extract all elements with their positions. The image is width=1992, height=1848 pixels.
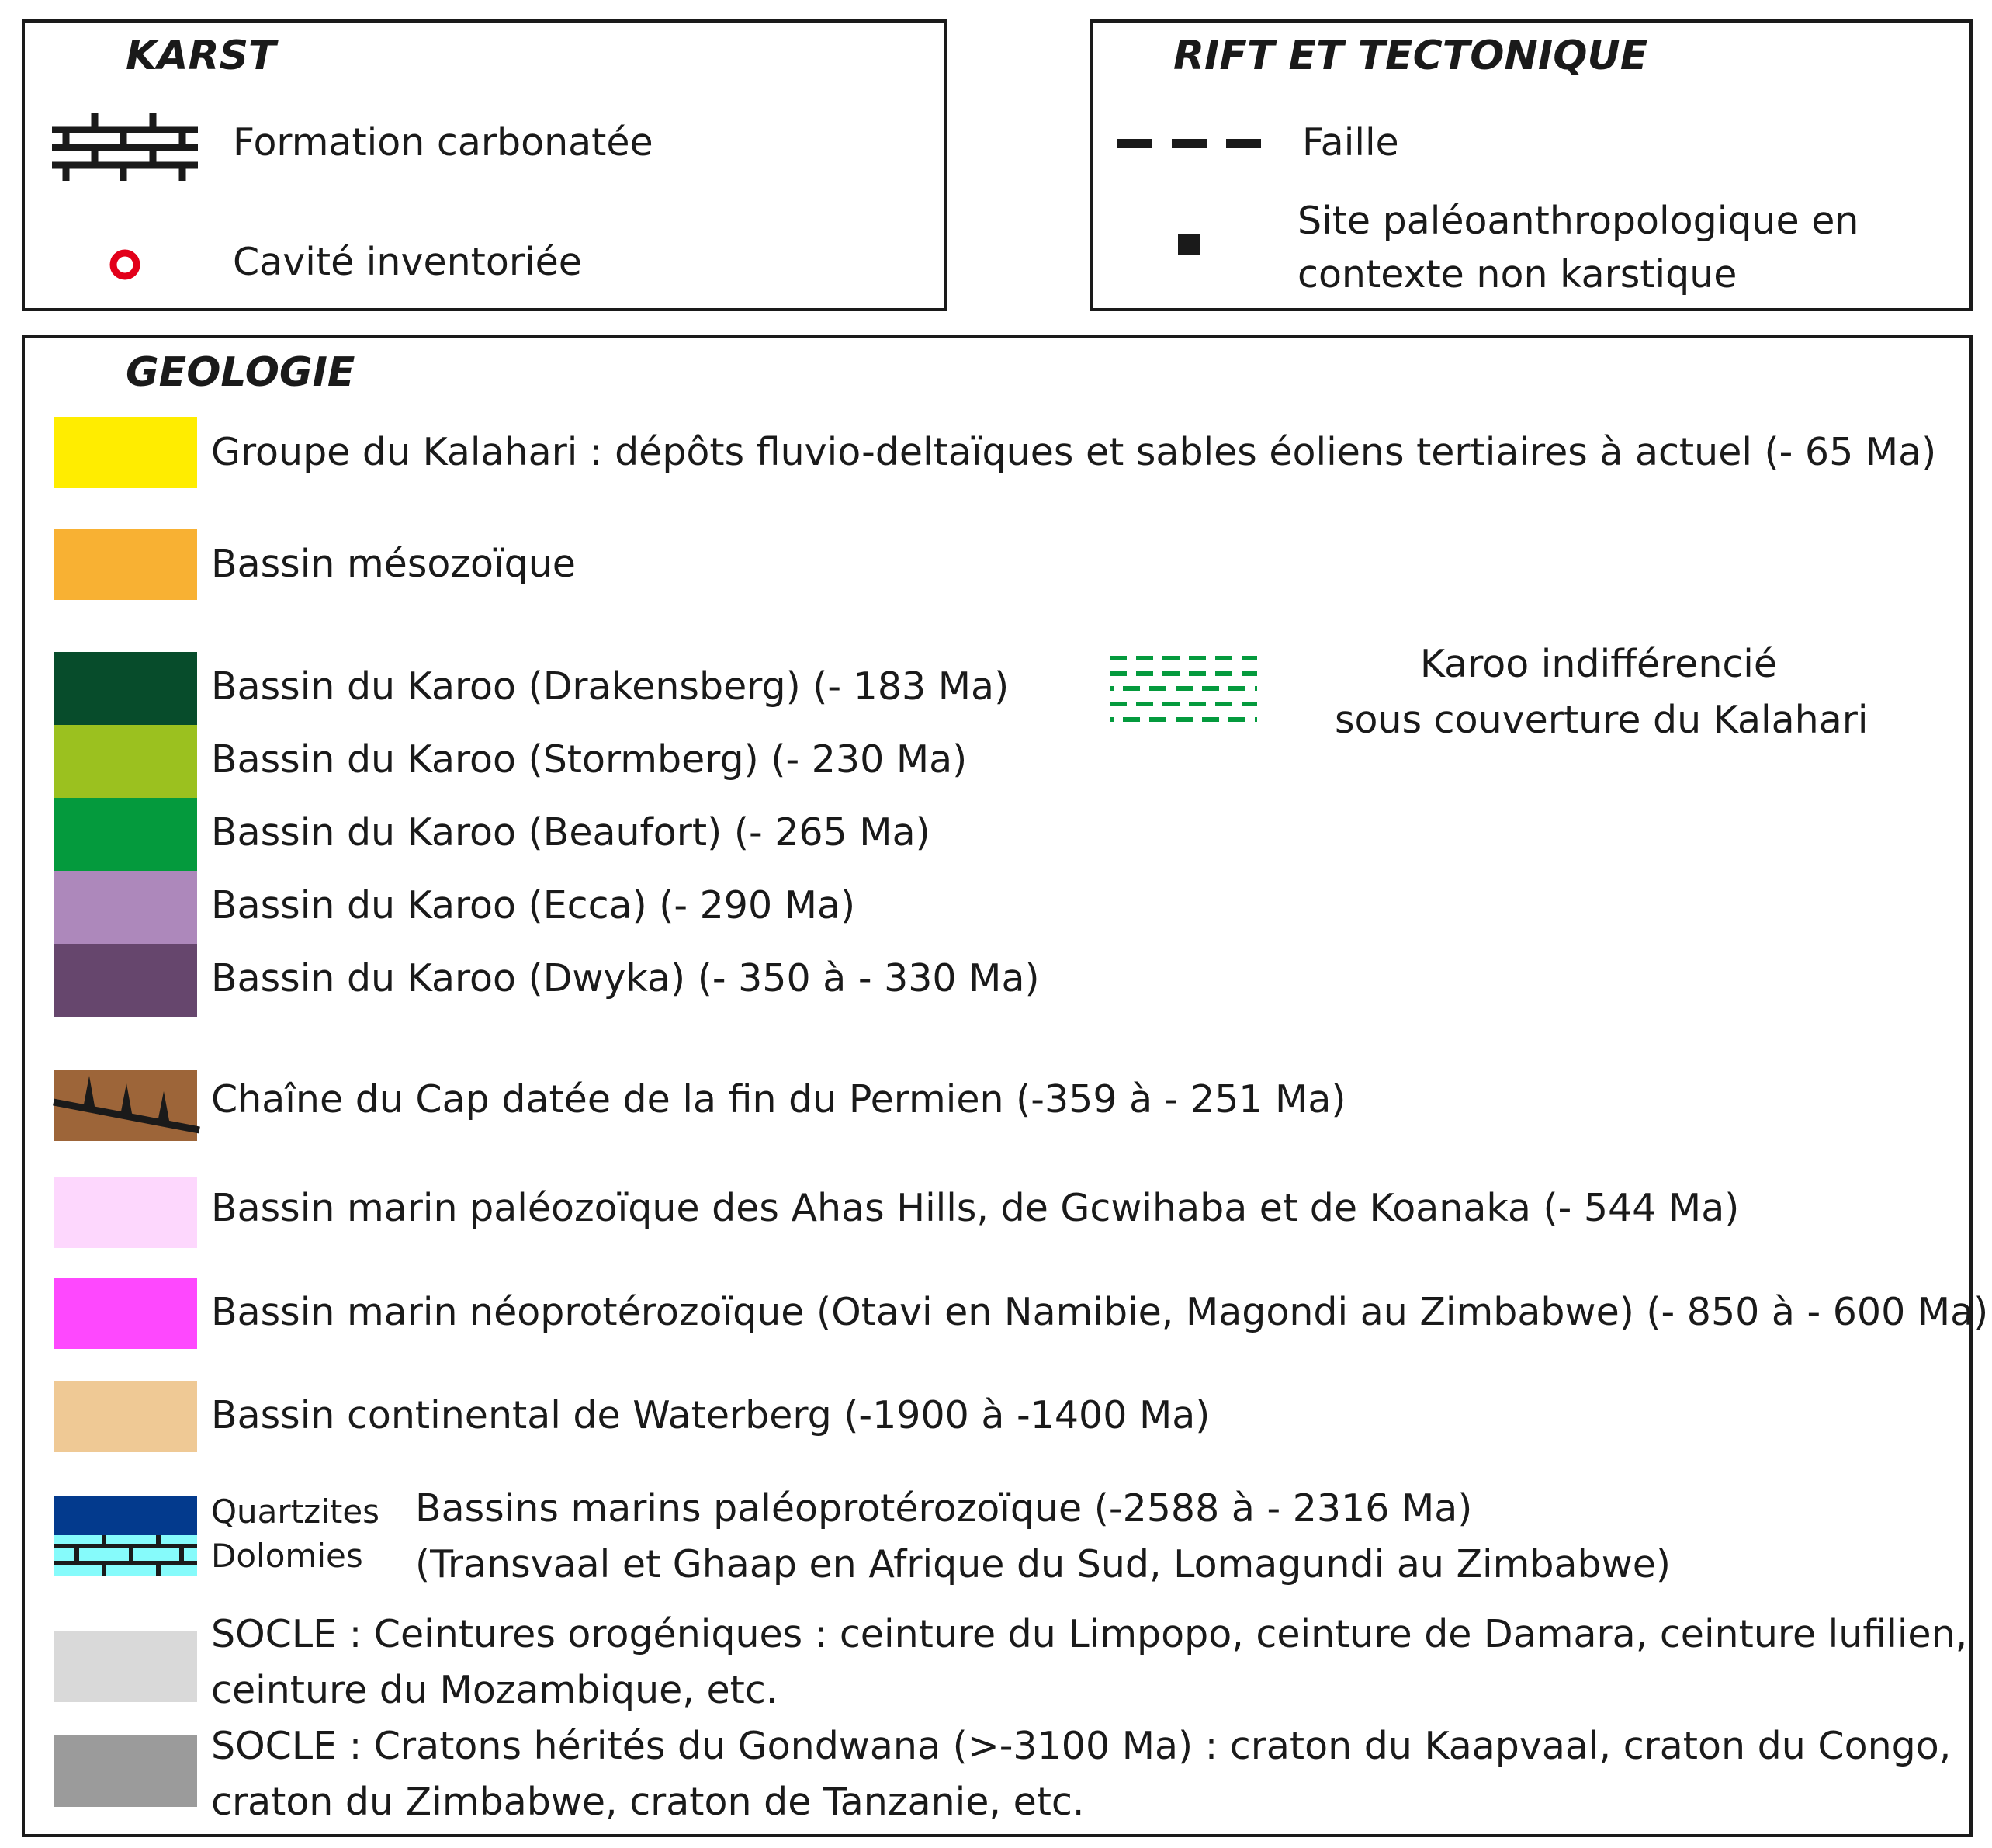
red-ring-dot-icon — [109, 248, 141, 281]
site-paleo-label-line1: Site paléoanthropologique en — [1297, 199, 1859, 243]
karoo-stormberg-label: Bassin du Karoo (Stormberg) (- 230 Ma) — [211, 737, 968, 782]
quartzites-sublabel: Quartzites — [211, 1493, 380, 1531]
geologie-title: GEOLOGIE — [126, 349, 355, 396]
karoo-undiff-dashed-pattern-icon — [1110, 652, 1257, 726]
formation-carbonatee-label: Formation carbonatée — [233, 120, 653, 165]
waterberg-swatch — [54, 1381, 197, 1452]
black-square-icon — [1178, 234, 1200, 255]
karoo-ecca-label: Bassin du Karoo (Ecca) (- 290 Ma) — [211, 883, 856, 927]
cratons-swatch — [54, 1735, 197, 1807]
rift-title: RIFT ET TECTONIQUE — [1173, 33, 1648, 79]
karoo-dwyka-swatch — [54, 944, 197, 1017]
karoo-stormberg-swatch — [54, 725, 197, 798]
neoproterozoic-label: Bassin marin néoprotérozoïque (Otavi en Namibie, Magondi au Zimbabwe) (- 850 à - 600 Ma) — [211, 1290, 1989, 1334]
karoo-undiff-label-line2: sous couverture du Kalahari — [1335, 698, 1869, 742]
karst-title: KARST — [126, 33, 276, 79]
paleoproterozoic-label-line2: (Transvaal et Ghaap en Afrique du Sud, Lomagundi au Zimbabwe) — [415, 1542, 1671, 1586]
paleoproterozoic-label-line1: Bassins marins paléoprotérozoïque (-2588 à - 2316 Ma) — [415, 1486, 1473, 1531]
karoo-beaufort-swatch — [54, 798, 197, 871]
limestone-brick-pattern-icon — [52, 113, 199, 182]
quartzites-swatch — [54, 1496, 197, 1535]
orogenic-belts-swatch — [54, 1631, 197, 1702]
karoo-beaufort-label: Bassin du Karoo (Beaufort) (- 265 Ma) — [211, 810, 930, 855]
dolomies-sublabel: Dolomies — [211, 1537, 363, 1575]
site-paleo-label-line2: contexte non karstique — [1297, 252, 1737, 296]
cratons-label-line1: SOCLE : Cratons hérités du Gondwana (>-3100 Ma) : craton du Kaapvaal, craton du Congo, — [211, 1724, 1952, 1768]
cratons-label-line2: craton du Zimbabwe, craton de Tanzanie, etc. — [211, 1780, 1085, 1824]
karoo-drakensberg-swatch — [54, 652, 197, 725]
orogenic-belts-label-line2: ceinture du Mozambique, etc. — [211, 1668, 778, 1712]
karoo-drakensberg-label: Bassin du Karoo (Drakensberg) (- 183 Ma) — [211, 664, 1010, 709]
waterberg-label: Bassin continental de Waterberg (-1900 à -1400 Ma) — [211, 1393, 1211, 1437]
karoo-undiff-label-line1: Karoo indifférencié — [1419, 642, 1778, 686]
paleozoic-label: Bassin marin paléozoïque des Ahas Hills, de Gcwihaba et de Koanaka (- 544 Ma) — [211, 1186, 1740, 1230]
dolomite-brick-pattern-icon — [54, 1535, 197, 1576]
dashed-line-icon — [1117, 137, 1261, 150]
kalahari-swatch — [54, 417, 197, 488]
orogenic-belts-label-line1: SOCLE : Ceintures orogéniques : ceinture du Limpopo, ceinture de Damara, ceinture lufilien, — [211, 1612, 1968, 1656]
cavite-inventoriee-label: Cavité inventoriée — [233, 240, 582, 284]
kalahari-label: Groupe du Kalahari : dépôts fluvio-deltaïques et sables éoliens tertiaires à actuel (- 65 Ma) — [211, 430, 1937, 474]
mesozoic-swatch — [54, 529, 197, 600]
neoproterozoic-swatch — [54, 1278, 197, 1349]
karoo-dwyka-label: Bassin du Karoo (Dwyka) (- 350 à - 330 Ma) — [211, 956, 1040, 1000]
faille-label: Faille — [1302, 120, 1399, 165]
karoo-ecca-swatch — [54, 871, 197, 944]
mesozoic-label: Bassin mésozoïque — [211, 542, 576, 586]
thrust-fault-icon — [54, 1070, 201, 1141]
cape-fold-belt-label: Chaîne du Cap datée de la fin du Permien (-359 à - 251 Ma) — [211, 1077, 1346, 1122]
paleozoic-swatch — [54, 1177, 197, 1248]
